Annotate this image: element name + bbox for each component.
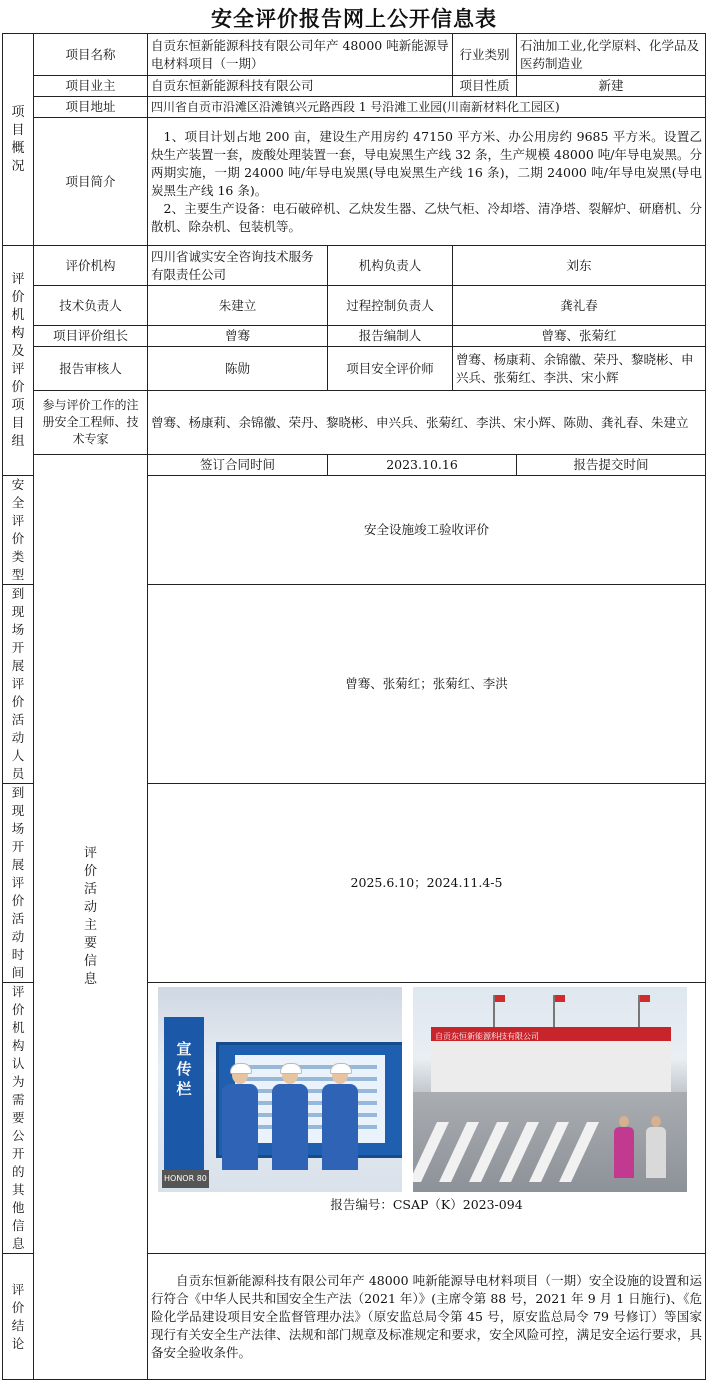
submit-date-label: 报告提交时间	[517, 455, 706, 476]
flag-icon	[493, 995, 495, 1029]
section-activities-label: 评价活动主要信息	[83, 846, 97, 987]
intro-paragraph-2: 2、主要生产设备：电石破碎机、乙炔发生器、乙炔气柜、冷却塔、清净塔、裂解炉、研磨机、分散机、除杂机、包装机等。	[151, 200, 703, 234]
reviewer-value: 陈勋	[148, 347, 328, 391]
contract-date-label: 签订合同时间	[148, 455, 328, 476]
project-name-value: 自贡东恒新能源科技有限公司年产 48000 吨新能源导电材料项目（一期）	[148, 34, 453, 76]
eval-type-value: 安全设施竣工验收评价	[148, 476, 706, 585]
experts-label: 参与评价工作的注册安全工程师、技术专家	[34, 391, 148, 455]
onsite-time-value: 2025.6.10；2024.11.4-5	[148, 784, 706, 983]
onsite-time-label: 到现场开展评价活动时间	[3, 784, 34, 983]
other-info-cell	[148, 983, 706, 1254]
section-agency	[3, 246, 34, 476]
nature-label: 项目性质	[453, 76, 517, 97]
process-head-value: 龚礼春	[453, 286, 706, 326]
onsite-staff-value: 曾骞、张菊红；张菊红、李洪	[148, 585, 706, 784]
intro-value	[148, 118, 706, 246]
factory-gate	[431, 1027, 671, 1099]
onsite-staff-label: 到现场开展评价活动人员	[3, 585, 34, 784]
org-value: 四川省诚实安全咨询技术服务有限责任公司	[148, 246, 328, 286]
org-head-value: 刘东	[453, 246, 706, 286]
section-overview	[3, 34, 34, 246]
gate-sign: 自贡东恒新能源科技有限公司	[435, 1032, 539, 1041]
report-number: 报告编号：CSAP（K）2023-094	[330, 1197, 523, 1212]
report-writer-value: 曾骞、张菊红	[453, 326, 706, 347]
team-leader-label: 项目评价组长	[34, 326, 148, 347]
address-value: 四川省自贡市沿滩区沿滩镇兴元路西段 1 号沿滩工业园(川南新材料化工园区)	[148, 97, 706, 118]
person-figure	[613, 1116, 635, 1178]
conclusion-label: 评价结论	[3, 1254, 34, 1380]
org-head-label: 机构负责人	[328, 246, 453, 286]
camera-watermark: HONOR 80	[162, 1170, 209, 1188]
page-title: 安全评价报告网上公开信息表	[211, 7, 497, 31]
onsite-photo-1	[158, 987, 402, 1192]
safety-evaluator-value: 曾骞、杨康莉、余锦徽、荣丹、黎晓彬、申兴兵、张菊红、李洪、宋小辉	[453, 347, 706, 391]
eval-type-label: 安全评价类型	[3, 476, 34, 585]
address-label: 项目地址	[34, 97, 148, 118]
intro-label: 项目简介	[34, 118, 148, 246]
nature-value: 新建	[517, 76, 706, 97]
contract-date-value: 2023.10.16	[328, 455, 517, 476]
org-label: 评价机构	[34, 246, 148, 286]
person-figure	[270, 1066, 310, 1170]
bulletin-board-text: 宣传栏	[176, 1040, 192, 1098]
safety-evaluator-label: 项目安全评价师	[328, 347, 453, 391]
person-figure	[645, 1116, 667, 1178]
flag-icon	[553, 995, 555, 1029]
intro-paragraph-1: 1、项目计划占地 200 亩，建设生产用房约 47150 平方米、办公用房约 9685 平方米。设置乙炔生产装置一套，废酸处理装置一套，导电炭黑生产线 32 条，生产规模 48000 吨/年导电炭黑。分两期实施，一期 24000 吨/年导电炭黑(导电炭黑生产线 16 条)，二期 24000 吨/年导电炭黑(导电炭黑生产线 16 条)。	[151, 128, 703, 198]
project-name-label: 项目名称	[34, 34, 148, 76]
reviewer-label: 报告审核人	[34, 347, 148, 391]
flag-icon	[638, 995, 640, 1029]
industry-value: 石油加工业,化学原料、化学品及医药制造业	[517, 34, 706, 76]
tech-head-label: 技术负责人	[34, 286, 148, 326]
experts-value: 曾骞、杨康莉、余锦徽、荣丹、黎晓彬、申兴兵、张菊红、李洪、宋小辉、陈勋、龚礼春、朱建立	[148, 391, 706, 455]
owner-value: 自贡东恒新能源科技有限公司	[148, 76, 453, 97]
section-activities	[34, 455, 148, 1380]
team-leader-value: 曾骞	[148, 326, 328, 347]
person-figure	[220, 1066, 260, 1170]
report-writer-label: 报告编制人	[328, 326, 453, 347]
other-info-label	[3, 983, 34, 1254]
tech-head-value: 朱建立	[148, 286, 328, 326]
other-info-label-text: 评价机构认为需要公开的其他信息	[12, 984, 25, 1251]
section-overview-label: 项目概况	[11, 104, 25, 174]
process-head-label: 过程控制负责人	[328, 286, 453, 326]
info-table	[2, 33, 706, 1380]
section-agency-label: 评价机构及评价项目组	[11, 271, 25, 449]
photo-area	[148, 983, 705, 1199]
bulletin-board-sign	[164, 1017, 204, 1177]
onsite-photo-2	[413, 987, 687, 1192]
owner-label: 项目业主	[34, 76, 148, 97]
person-figure	[320, 1066, 360, 1170]
conclusion-value: 自贡东恒新能源科技有限公司年产 48000 吨新能源导电材料项目（一期）安全设施的设置和运行符合《中华人民共和国安全生产法（2021 年）》(主席令第 88 号，2021 年 9 月 1 日施行)、《危险化学品建设项目安全监督管理办法》（原安监总局令第 45 号，原安监总局令 79 号修订）等国家现行有关安全生产法律、法规和部门规章及标准规定和要求，安全风险可控，满足安全运行要求，具备安全验收条件。	[148, 1254, 706, 1380]
industry-label: 行业类别	[453, 34, 517, 76]
